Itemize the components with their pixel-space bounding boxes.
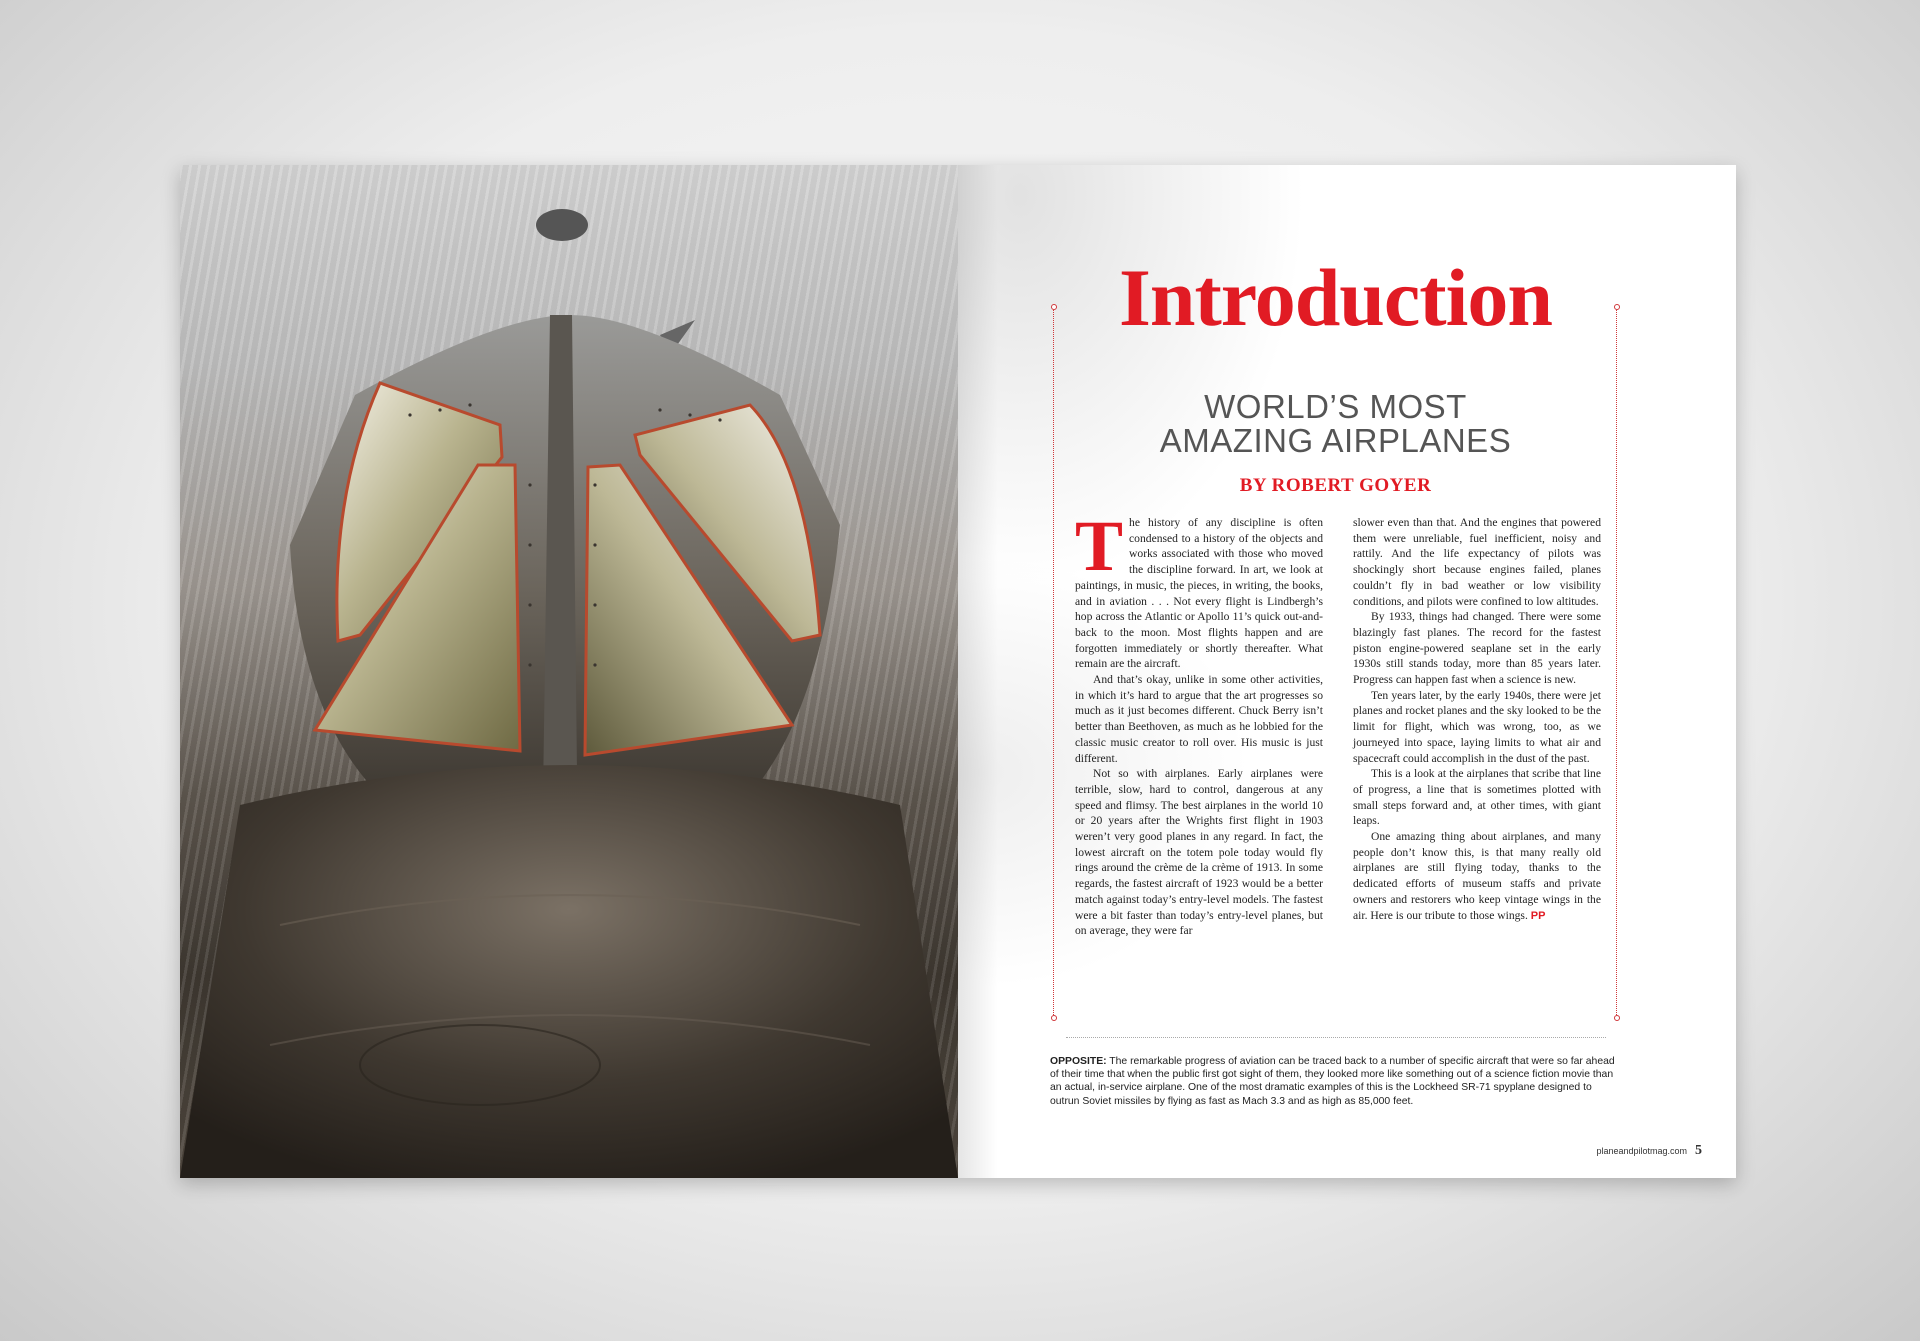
caption-text: The remarkable progress of aviation can be traced back to a number of specific aircraft that were so far ahead of their time that when the public first got sight of them, they looked more like something out of a science fiction movie than an actual, in-service airplane. One of the most dramatic examples of this is the Lockheed SR-71 spyplane designed to outrun Soviet missiles by flying as fast as Mach 3.3 and as high as 85,000 feet.: [1050, 1056, 1615, 1107]
paragraph-8-text: One amazing thing about airplanes, and many people don’t know this, is that many really old airplanes are still flying today, thanks to the dedicated efforts of museum staffs and private owners and restorers who keep vintage wings in the air. Here is our tribute to those wings.: [1353, 830, 1601, 922]
paragraph-8: [1353, 829, 1601, 924]
subtitle-line-1: WORLD’S MOST: [1204, 388, 1467, 425]
column-rule-right: [1616, 310, 1617, 1015]
subtitle-line-2: AMAZING AIRPLANES: [1159, 422, 1512, 459]
end-mark: PP: [1530, 909, 1546, 922]
photo-caption: [1050, 1055, 1620, 1108]
article-page: [958, 165, 1736, 1178]
paragraph-3: Not so with airplanes. Early airplanes were terrible, slow, hard to control, dangerous at any speed and flimsy. The best airplanes in the world 10 or 20 years after the Wrights first flight in 1903 weren’t very good planes in any regard. In fact, the lowest aircraft on the totem pole today would fly rings around the crème de la crème of 1913. In some regards, the fastest aircraft of 1923 would be a better match against today’s entry-level models. The fastest were a bit faster than today’s entry-level planes, but on average, they were far: [1075, 767, 1323, 938]
page-footer: [1596, 1143, 1702, 1159]
gutter-shadow: [958, 165, 998, 1178]
article-title: Introduction: [1118, 252, 1553, 343]
paragraph-1-text: he history of any discipline is often condensed to a history of the objects and works associated with those who moved the discipline forward. In art, we look at paintings, in music, the pieces, in writing, the books, and in aviation . . . Not every flight is Lindbergh’s hop across the Atlantic or Apollo 11’s quick out-and-back to the moon. Most flights happen and are forgotten immediately or shortly thereafter. What remain are the aircraft.: [1075, 516, 1323, 671]
paragraph-5: By 1933, things had changed. There were some blazingly fast planes. The record for the fastest piston engine-powered seaplane set in the early 1930s still stands today, more than 85 years later. Progress can happen fast when a science is new.: [1353, 610, 1601, 687]
byline: BY ROBERT GOYER: [1239, 475, 1432, 496]
cockpit-illustration: [180, 165, 958, 1178]
article-column-1: [1075, 506, 1323, 939]
paragraph-4: slower even than that. And the engines that powered them were unreliable, fuel inefficient, noisy and rattily. And the life expectancy of pilots was shockingly short because engines failed, planes couldn’t fly in bad weather or low visibility conditions, and pilots were confined to low altitudes.: [1353, 516, 1601, 608]
footer-url: planeandpilotmag.com: [1596, 1146, 1687, 1156]
column-rule-left: [1053, 310, 1054, 1015]
cockpit-photo: [180, 165, 958, 1178]
article-column-2: [1353, 515, 1601, 924]
caption-lead: OPPOSITE:: [1050, 1056, 1107, 1067]
magazine-spread: [180, 165, 1736, 1178]
paragraph-2: And that’s okay, unlike in some other activities, in which it’s hard to argue that the art progresses so much as it just becomes different. Chuck Berry isn’t better than Beethoven, as much as he lobbied for the classic music creator to roll over. His music is just different.: [1075, 673, 1323, 765]
drop-cap: T: [1075, 506, 1124, 586]
paragraph-6: Ten years later, by the early 1940s, there were jet planes and rocket planes and the sky looked to be the limit for flight, which was wrong, too, as we journeyed into space, laying limits to what air and spacecraft could accomplish in the dust of the past.: [1353, 688, 1601, 765]
caption-divider: [1066, 1037, 1606, 1038]
page-number: 5: [1695, 1143, 1702, 1158]
paragraph-7: This is a look at the airplanes that scribe that line of progress, a line that is sometimes plotted with small steps forward and, at other times, with giant leaps.: [1353, 767, 1601, 828]
paragraph-1: [1075, 506, 1323, 672]
article-subtitle: [1063, 390, 1608, 458]
